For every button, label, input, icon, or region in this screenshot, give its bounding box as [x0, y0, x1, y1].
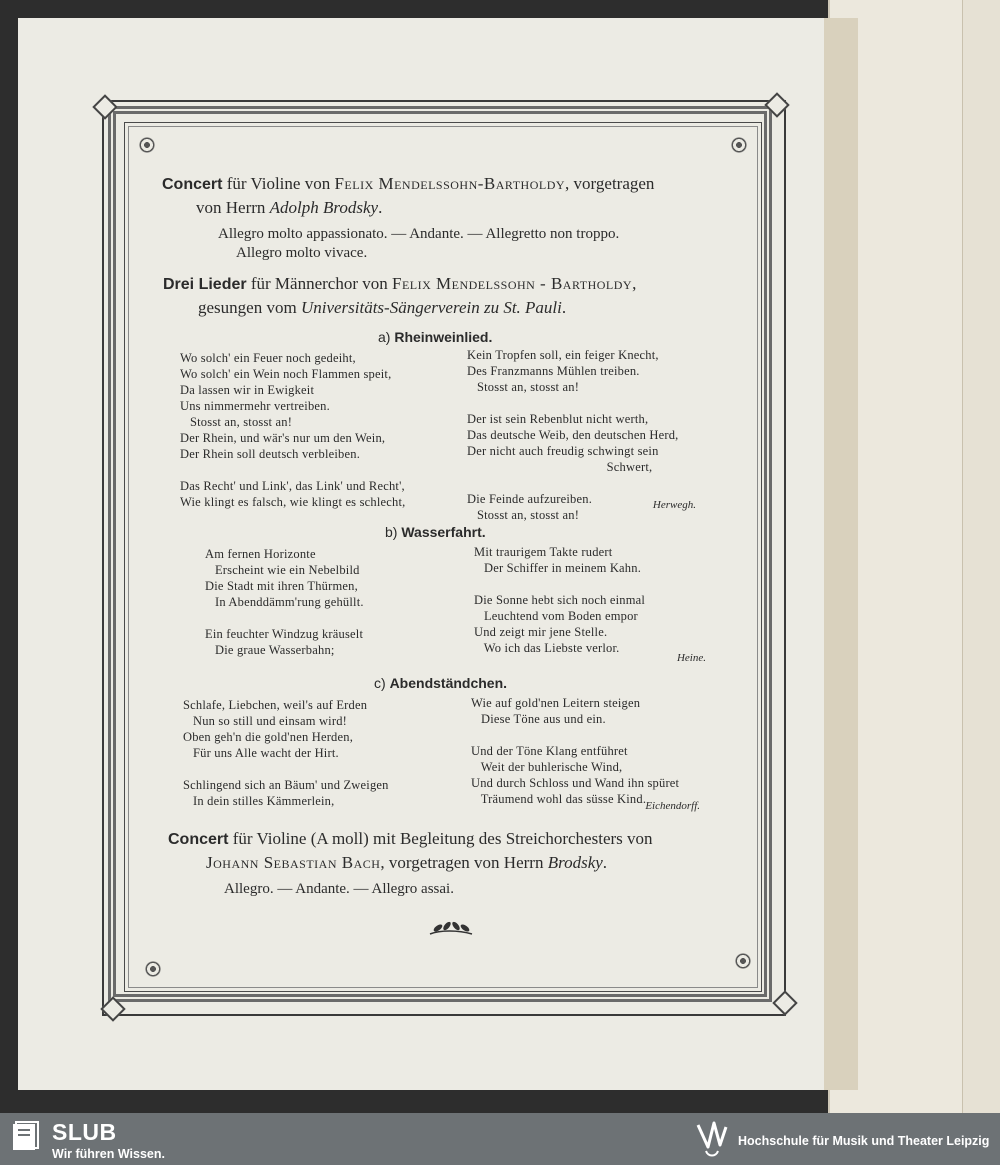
song-b-left-column: Am fernen Horizonte Erscheint wie ein Nebelbild Die Stadt mit ihren Thürmen, In Abenddämm'rung gehüllt. Ein feuchter Windzug kräuselt Die graue Wasserbahn;: [205, 547, 364, 657]
rosette-icon: [722, 128, 756, 162]
hmt-logo-icon[interactable]: [694, 1117, 730, 1161]
lieder-title: Drei Lieder für Männerchor von Felix Mendelssohn - Bartholdy,: [163, 274, 637, 293]
rosette-icon: [130, 128, 164, 162]
concert2-title: Concert für Violine (A moll) mit Begleitung des Streichorchesters von: [168, 829, 653, 848]
concert1-title: Concert für Violine von Felix Mendelssohn-Bartholdy, vorgetragen: [162, 174, 655, 193]
concert2-movements: Allegro. — Andante. — Allegro assai.: [224, 881, 454, 897]
concert1-performer-line: von Herrn Adolph Brodsky.: [196, 198, 383, 217]
song-b-author: Heine.: [676, 652, 706, 664]
song-c-left-column: Schlafe, Liebchen, weil's auf Erden Nun so still und einsam wird! Oben geh'n die gold'nen Herden, Für uns Alle wacht der Hirt. Schlingend sich an Bäum' und Zweigen In dein stilles Kämmerlein,: [183, 698, 389, 808]
rosette-icon: [726, 944, 760, 978]
viewer-footer: [0, 1113, 1000, 1165]
page-edge: [822, 18, 858, 1090]
song-a-left-column: Wo solch' ein Feuer noch gedeiht, Wo solch' ein Wein noch Flammen speit, Da lassen wir in Ewigkeit Uns nimmermehr vertreiben. Stosst an, stosst an! Der Rhein, und wär's nur um den Wein, Der Rhein soll deutsch verbleiben. Das Recht' und Link', das Link' und Recht', Wie klingt es falsch, wie klingt es schlecht,: [180, 351, 406, 509]
lieder-choir-line: gesungen vom Universitäts-Sängerverein zu St. Pauli.: [198, 298, 567, 317]
song-b-title: b) Wasserfahrt.: [385, 524, 486, 540]
concert2-composer-line: Johann Sebastian Bach, vorgetragen von Herrn Brodsky.: [206, 853, 608, 872]
rosette-icon: [136, 952, 170, 986]
song-c-right-column: Wie auf gold'nen Leitern steigen Diese Töne aus und ein. Und der Töne Klang entführet Weit der buhlerische Wind, Und durch Schloss und Wand ihn spüret Träumend wohl das süsse Kind.: [471, 696, 680, 806]
concert1-movements-2: Allegro molto vivace.: [236, 245, 368, 261]
song-c-title: c) Abendständchen.: [374, 675, 508, 691]
song-a-author: Herwegh.: [652, 499, 696, 511]
song-a-title: a) Rheinweinlied.: [378, 329, 493, 345]
library-name[interactable]: SLUB: [52, 1119, 117, 1145]
slub-logo-icon[interactable]: [12, 1121, 42, 1151]
library-tagline: Wir führen Wissen.: [52, 1147, 165, 1161]
song-b-right-column: Mit traurigem Takte rudert Der Schiffer in meinem Kahn. Die Sonne hebt sich noch einmal Leuchtend vom Boden empor Und zeigt mir jene Stelle. Wo ich das Liebste verlor.: [474, 545, 646, 655]
song-c-author: Eichendorff.: [645, 800, 700, 812]
institution-name[interactable]: Hochschule für Musik und Theater Leipzig: [738, 1134, 990, 1148]
adjacent-page-edge: [962, 0, 1000, 1113]
leaf-ornament-icon: [428, 918, 474, 938]
song-a-right-column: Kein Tropfen soll, ein feiger Knecht, Des Franzmanns Mühlen treiben. Stosst an, stosst an! Der ist sein Rebenblut nicht werth, Das deutsche Weib, den deutschen Herd, Der nicht auch freudig schwingt sein Schwert, Die Feinde aufzureiben. Stosst an, stosst an!: [467, 348, 679, 522]
concert1-movements: Allegro molto appassionato. — Andante. — Allegretto non troppo.: [218, 226, 620, 242]
